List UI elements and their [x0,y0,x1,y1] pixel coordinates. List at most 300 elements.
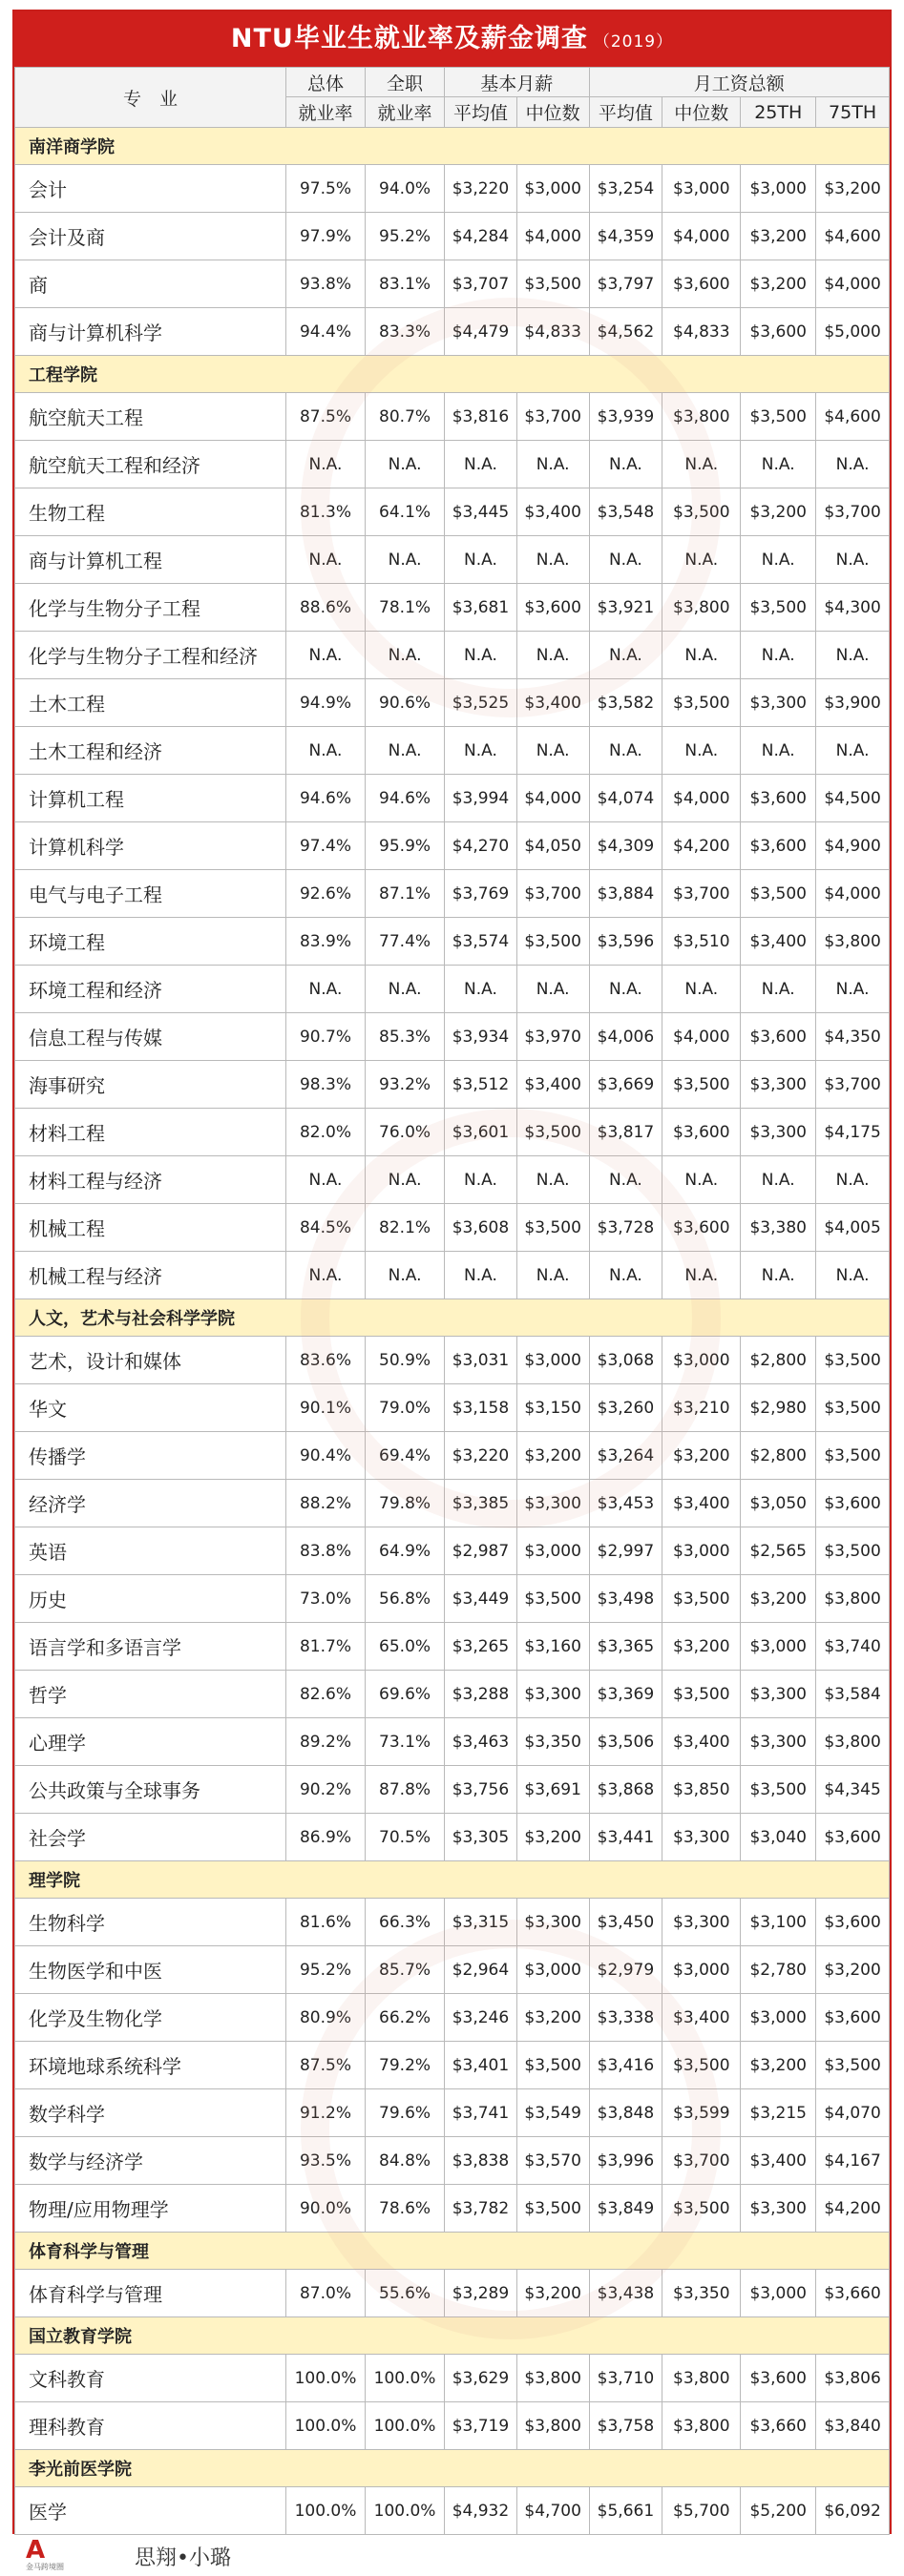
value-cell: $3,500 [662,1061,741,1109]
value-cell: N.A. [516,727,589,775]
value-cell: $3,707 [445,260,517,308]
value-cell: $3,600 [816,1814,890,1861]
table-row [15,213,890,260]
value-cell: 66.3% [366,1899,445,1946]
value-cell: N.A. [741,966,816,1013]
value-cell: $3,450 [589,1899,662,1946]
major-cell: 会计及商 [15,213,286,260]
major-cell: 材料工程 [15,1109,286,1156]
value-cell: $3,629 [445,2355,517,2402]
value-cell: $3,200 [516,1994,589,2042]
value-cell: $4,600 [816,213,890,260]
value-cell: 100.0% [366,2355,445,2402]
value-cell: N.A. [741,727,816,775]
value-cell: $4,833 [516,308,589,356]
value-cell: $3,719 [445,2402,517,2450]
major-cell: 公共政策与全球事务 [15,1766,286,1814]
header-fulltime-bottom: 就业率 [366,97,445,128]
value-cell: $3,254 [589,165,662,213]
value-cell: N.A. [445,1156,517,1204]
value-cell: $3,100 [741,1899,816,1946]
value-cell: $3,500 [662,488,741,536]
value-cell: $3,600 [816,1480,890,1527]
value-cell: $3,400 [516,679,589,727]
value-cell: 83.9% [285,918,365,966]
value-cell: $3,300 [662,1814,741,1861]
value-cell: N.A. [662,536,741,584]
value-cell: $4,350 [816,1013,890,1061]
value-cell: 66.2% [366,1994,445,2042]
value-cell: $3,200 [741,213,816,260]
value-cell: $4,479 [445,308,517,356]
value-cell: $3,500 [816,1337,890,1384]
value-cell: 88.6% [285,584,365,632]
value-cell: $3,000 [741,1623,816,1671]
value-cell: $3,500 [516,1575,589,1623]
value-cell: $3,800 [662,393,741,441]
major-cell: 环境工程和经济 [15,966,286,1013]
value-cell: $3,416 [589,2042,662,2089]
value-cell: $3,200 [741,488,816,536]
section-title: 李光前医学院 [15,2450,890,2487]
value-cell: $5,200 [741,2487,816,2535]
value-cell: $4,000 [516,775,589,822]
value-cell: $3,400 [662,1480,741,1527]
value-cell: 90.2% [285,1766,365,1814]
value-cell: 97.5% [285,165,365,213]
value-cell: N.A. [816,1156,890,1204]
value-cell: $3,600 [816,1994,890,2042]
value-cell: $3,500 [662,1671,741,1718]
value-cell: $3,400 [741,918,816,966]
value-cell: 97.9% [285,213,365,260]
logo-text: 金马跨境圈 [26,2563,64,2571]
value-cell: 92.6% [285,870,365,918]
value-cell: $3,600 [741,2355,816,2402]
value-cell: N.A. [741,1252,816,1299]
major-cell: 经济学 [15,1480,286,1527]
value-cell: 73.0% [285,1575,365,1623]
value-cell: $4,005 [816,1204,890,1252]
value-cell: N.A. [741,441,816,488]
header-gross-median: 中位数 [662,97,741,128]
major-cell: 商与计算机科学 [15,308,286,356]
signature: 思翔•小璐 [135,2546,231,2570]
header-gross-salary: 月工资总额 [589,68,889,97]
table-row [15,727,890,775]
value-cell: 95.2% [366,213,445,260]
report-frame [12,10,892,2534]
major-cell: 语言学和多语言学 [15,1623,286,1671]
value-cell: $3,000 [662,1527,741,1575]
major-cell: 历史 [15,1575,286,1623]
value-cell: 100.0% [285,2402,365,2450]
value-cell: $3,438 [589,2270,662,2317]
value-cell: $3,596 [589,918,662,966]
table-row [15,1432,890,1480]
value-cell: $3,970 [516,1013,589,1061]
page-title [14,11,890,67]
value-cell: N.A. [516,536,589,584]
major-cell: 商与计算机工程 [15,536,286,584]
major-cell: 商 [15,260,286,308]
value-cell: N.A. [589,1252,662,1299]
value-cell: 98.3% [285,1061,365,1109]
value-cell: $3,288 [445,1671,517,1718]
value-cell: $3,200 [741,1575,816,1623]
value-cell: $3,849 [589,2185,662,2233]
logo [26,2538,79,2572]
major-cell: 生物工程 [15,488,286,536]
value-cell: N.A. [285,1156,365,1204]
value-cell: 85.3% [366,1013,445,1061]
value-cell: $3,210 [662,1384,741,1432]
value-cell: $3,369 [589,1671,662,1718]
value-cell: $3,500 [741,1766,816,1814]
value-cell: 79.0% [366,1384,445,1432]
table-row [15,1527,890,1575]
value-cell: $3,500 [662,2185,741,2233]
table-row [15,165,890,213]
value-cell: N.A. [516,632,589,679]
header-overall-top: 总体 [285,68,365,97]
value-cell: $3,868 [589,1766,662,1814]
value-cell: $2,565 [741,1527,816,1575]
value-cell: $3,660 [741,2402,816,2450]
value-cell: 84.5% [285,1204,365,1252]
title-year: （2019） [593,32,674,52]
value-cell: $3,994 [445,775,517,822]
value-cell: N.A. [662,1252,741,1299]
major-cell: 生物医学和中医 [15,1946,286,1994]
value-cell: $3,817 [589,1109,662,1156]
major-cell: 英语 [15,1527,286,1575]
value-cell: N.A. [589,966,662,1013]
table-row [15,2137,890,2185]
value-cell: $3,700 [516,393,589,441]
value-cell: 88.2% [285,1480,365,1527]
value-cell: $3,068 [589,1337,662,1384]
value-cell: 100.0% [285,2355,365,2402]
major-cell: 医学 [15,2487,286,2535]
value-cell: $3,031 [445,1337,517,1384]
value-cell: 81.3% [285,488,365,536]
value-cell: N.A. [366,632,445,679]
value-cell: 93.5% [285,2137,365,2185]
value-cell: $3,710 [589,2355,662,2402]
value-cell: $4,500 [816,775,890,822]
value-cell: N.A. [589,632,662,679]
value-cell: $3,500 [516,918,589,966]
value-cell: N.A. [366,536,445,584]
value-cell: $3,681 [445,584,517,632]
section-row [15,2317,890,2355]
major-cell: 数学科学 [15,2089,286,2137]
table-row [15,2487,890,2535]
value-cell: N.A. [366,1252,445,1299]
value-cell: $3,660 [816,2270,890,2317]
value-cell: N.A. [366,1156,445,1204]
footer [12,2534,892,2576]
value-cell: $3,939 [589,393,662,441]
value-cell: N.A. [285,441,365,488]
header-basic-median: 中位数 [516,97,589,128]
value-cell: $3,600 [741,308,816,356]
value-cell: 79.2% [366,2042,445,2089]
value-cell: $3,500 [516,1109,589,1156]
table-row [15,2185,890,2233]
value-cell: 79.6% [366,2089,445,2137]
value-cell: $3,300 [741,679,816,727]
value-cell: $3,200 [516,1814,589,1861]
value-cell: $3,300 [741,1718,816,1766]
value-cell: $3,800 [662,2355,741,2402]
table-row [15,775,890,822]
table-row [15,1623,890,1671]
value-cell: $3,500 [816,1384,890,1432]
value-cell: $3,000 [741,165,816,213]
table-row [15,1061,890,1109]
value-cell: $3,500 [741,870,816,918]
value-cell: $3,500 [516,260,589,308]
value-cell: $3,500 [516,1204,589,1252]
value-cell: 94.4% [285,308,365,356]
value-cell: $4,200 [816,2185,890,2233]
major-cell: 机械工程 [15,1204,286,1252]
value-cell: N.A. [741,536,816,584]
major-cell: 体育科学与管理 [15,2270,286,2317]
table-row [15,1994,890,2042]
value-cell: $3,498 [589,1575,662,1623]
section-title: 国立教育学院 [15,2317,890,2355]
value-cell: $3,150 [516,1384,589,1432]
value-cell: $3,215 [741,2089,816,2137]
value-cell: $3,921 [589,584,662,632]
value-cell: $3,300 [516,1480,589,1527]
table-row [15,822,890,870]
value-cell: $4,175 [816,1109,890,1156]
value-cell: $3,900 [816,679,890,727]
table-row [15,1575,890,1623]
value-cell: N.A. [662,632,741,679]
value-cell: $3,608 [445,1204,517,1252]
value-cell: 64.9% [366,1527,445,1575]
major-cell: 环境工程 [15,918,286,966]
value-cell: $3,500 [741,393,816,441]
value-cell: N.A. [285,536,365,584]
major-cell: 数学与经济学 [15,2137,286,2185]
value-cell: $3,500 [516,2042,589,2089]
major-cell: 化学与生物分子工程和经济 [15,632,286,679]
value-cell: $3,838 [445,2137,517,2185]
value-cell: 83.1% [366,260,445,308]
value-cell: N.A. [445,536,517,584]
value-cell: 84.8% [366,2137,445,2185]
value-cell: $3,525 [445,679,517,727]
value-cell: N.A. [366,727,445,775]
value-cell: 94.0% [366,165,445,213]
value-cell: 56.8% [366,1575,445,1623]
value-cell: $3,600 [662,1204,741,1252]
salary-table [14,67,890,2535]
value-cell: $4,050 [516,822,589,870]
value-cell: $3,453 [589,1480,662,1527]
table-row [15,536,890,584]
value-cell: $3,512 [445,1061,517,1109]
table-row [15,2355,890,2402]
value-cell: $5,700 [662,2487,741,2535]
value-cell: $3,500 [816,1527,890,1575]
major-cell: 信息工程与传媒 [15,1013,286,1061]
value-cell: $3,400 [516,488,589,536]
value-cell: $3,758 [589,2402,662,2450]
table-row [15,2042,890,2089]
value-cell: $3,220 [445,165,517,213]
value-cell: $2,980 [741,1384,816,1432]
value-cell: 90.1% [285,1384,365,1432]
table-row [15,1899,890,1946]
value-cell: N.A. [285,966,365,1013]
value-cell: N.A. [816,727,890,775]
value-cell: $3,463 [445,1718,517,1766]
major-cell: 海事研究 [15,1061,286,1109]
value-cell: $3,800 [662,584,741,632]
value-cell: $3,700 [816,488,890,536]
value-cell: 76.0% [366,1109,445,1156]
value-cell: 80.7% [366,393,445,441]
value-cell: 86.9% [285,1814,365,1861]
value-cell: $3,800 [816,918,890,966]
major-cell: 航空航天工程和经济 [15,441,286,488]
value-cell: $3,500 [741,584,816,632]
value-cell: 83.3% [366,308,445,356]
value-cell: 100.0% [366,2487,445,2535]
value-cell: N.A. [741,1156,816,1204]
value-cell: $3,040 [741,1814,816,1861]
value-cell: 97.4% [285,822,365,870]
table-row [15,2402,890,2450]
major-cell: 化学及生物化学 [15,1994,286,2042]
value-cell: 87.8% [366,1766,445,1814]
value-cell: 81.7% [285,1623,365,1671]
value-cell: $4,932 [445,2487,517,2535]
value-cell: 69.4% [366,1432,445,1480]
value-cell: $4,833 [662,308,741,356]
value-cell: $3,300 [741,1109,816,1156]
value-cell: 85.7% [366,1946,445,1994]
section-title: 人文，艺术与社会科学学院 [15,1299,890,1337]
value-cell: $4,309 [589,822,662,870]
value-cell: N.A. [285,1252,365,1299]
value-cell: $2,979 [589,1946,662,1994]
header-fulltime-top: 全职 [366,68,445,97]
value-cell: $6,092 [816,2487,890,2535]
value-cell: 87.5% [285,393,365,441]
value-cell: $3,000 [662,1946,741,1994]
section-title: 理学院 [15,1861,890,1899]
value-cell: N.A. [816,966,890,1013]
value-cell: 100.0% [366,2402,445,2450]
value-cell: $3,246 [445,1994,517,2042]
value-cell: $4,270 [445,822,517,870]
section-row [15,128,890,165]
value-cell: $3,600 [662,260,741,308]
major-cell: 计算机科学 [15,822,286,870]
value-cell: $3,769 [445,870,517,918]
table-row [15,1013,890,1061]
value-cell: 94.9% [285,679,365,727]
major-cell: 物理/应用物理学 [15,2185,286,2233]
value-cell: $3,350 [516,1718,589,1766]
value-cell: N.A. [516,966,589,1013]
value-cell: N.A. [516,441,589,488]
table-row [15,1718,890,1766]
value-cell: $3,700 [662,870,741,918]
value-cell: $3,884 [589,870,662,918]
value-cell: $3,506 [589,1718,662,1766]
value-cell: $4,000 [816,870,890,918]
value-cell: N.A. [589,1156,662,1204]
value-cell: N.A. [662,1156,741,1204]
value-cell: 81.6% [285,1899,365,1946]
value-cell: N.A. [741,632,816,679]
major-cell: 航空航天工程 [15,393,286,441]
section-row [15,2450,890,2487]
value-cell: $3,400 [741,2137,816,2185]
value-cell: 89.2% [285,1718,365,1766]
major-cell: 土木工程 [15,679,286,727]
value-cell: N.A. [589,536,662,584]
table-row [15,584,890,632]
value-cell: $4,700 [516,2487,589,2535]
value-cell: $3,000 [741,2270,816,2317]
value-cell: $4,562 [589,308,662,356]
value-cell: $3,160 [516,1623,589,1671]
major-cell: 会计 [15,165,286,213]
header-basic-salary: 基本月薪 [445,68,589,97]
value-cell: 87.5% [285,2042,365,2089]
section-row [15,1299,890,1337]
section-title: 体育科学与管理 [15,2233,890,2270]
value-cell: $3,570 [516,2137,589,2185]
value-cell: 90.4% [285,1432,365,1480]
value-cell: N.A. [816,441,890,488]
value-cell: $2,987 [445,1527,517,1575]
value-cell: $3,600 [741,775,816,822]
major-cell: 华文 [15,1384,286,1432]
table-row [15,966,890,1013]
value-cell: $3,000 [662,1337,741,1384]
value-cell: $3,385 [445,1480,517,1527]
value-cell: $3,158 [445,1384,517,1432]
value-cell: $3,401 [445,2042,517,2089]
value-cell: $3,260 [589,1384,662,1432]
value-cell: $3,599 [662,2089,741,2137]
value-cell: $3,548 [589,488,662,536]
value-cell: 78.1% [366,584,445,632]
value-cell: $3,441 [589,1814,662,1861]
value-cell: $4,000 [662,775,741,822]
value-cell: 64.1% [366,488,445,536]
section-row [15,356,890,393]
value-cell: N.A. [662,966,741,1013]
value-cell: $3,816 [445,393,517,441]
value-cell: $3,000 [741,1994,816,2042]
value-cell: $3,740 [816,1623,890,1671]
major-cell: 理科教育 [15,2402,286,2450]
value-cell: $3,840 [816,2402,890,2450]
value-cell: 83.6% [285,1337,365,1384]
